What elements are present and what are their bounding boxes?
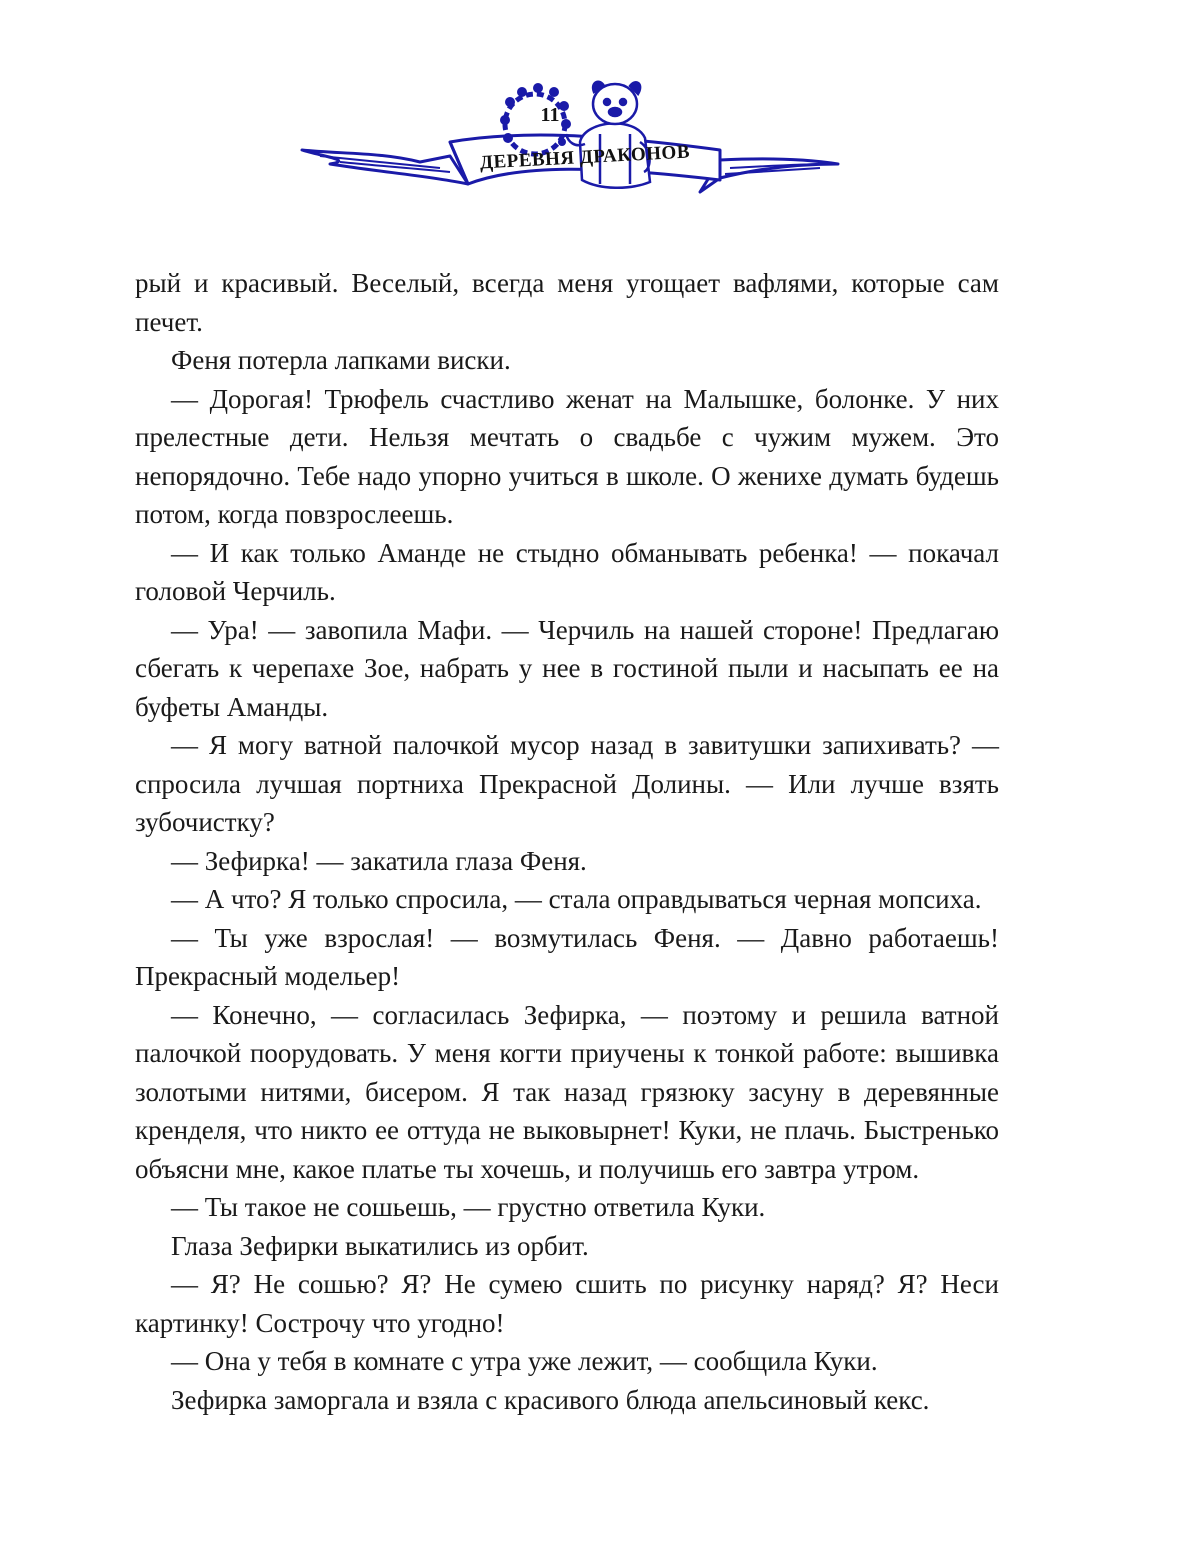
paragraph: Феня потерла лапками виски. [171, 345, 511, 375]
page-number: 11 [540, 104, 560, 126]
paragraph: — Конечно, — согласилась Зефирка, — поэтому и решила ватной палочкой поорудовать. У меня когти приучены к тонкой работе: вышивка золотыми нитями, бисером. Я так назад грязюку засуну в деревянные кренделя, что никто ее оттуда не выковырнет! Куки, не плачь. Быстренько объясни мне, какое платье ты хочешь, и получишь его завтра утром. [135, 999, 999, 1184]
chapter-title: ДЕРЕВНЯ ДРАКОНОВ [479, 141, 691, 174]
paragraph: — И как только Аманде не стыдно обманывать ребенка! — покачал головой Черчиль. [135, 537, 999, 606]
paragraph: Зефирка заморгала и взяла с красивого блюда апельсиновый кекс. [171, 1384, 930, 1415]
paragraph: — Она у тебя в комнате с утра уже лежит, — сообщила Куки. [171, 1346, 878, 1376]
paragraph: — Ты такое не сошьешь, — грустно ответила Куки. [171, 1192, 766, 1222]
paragraph: — Я могу ватной палочкой мусор назад в завитушки запихивать? — спросила лучшая портниха Прекрасной Долины. — Или лучше взять зубочистку? [135, 730, 999, 837]
paragraph: рый и красивый. Веселый, всегда меня угощает вафлями, которые сам печет. [135, 268, 999, 337]
paragraph: Глаза Зефирки выкатились из орбит. [171, 1230, 589, 1261]
paragraph: — Зефирка! — закатила глаза Феня. [171, 845, 587, 876]
paragraph: — Ты уже взрослая! — возмутилась Феня. — Давно работаешь! Прекрасный модельер! [135, 922, 999, 991]
paragraph: — А что? Я только спросила, — стала оправдываться черная мопсиха. [171, 884, 982, 914]
paragraph: — Я? Не сошью? Я? Не сумею сшить по рисунку наряд? Я? Неси картинку! Сострочу что угодно! [135, 1269, 999, 1338]
body-text [135, 264, 999, 1419]
paragraph: — Дорогая! Трюфель счастливо женат на Малышке, болонке. У них прелестные дети. Нельзя мечтать о свадьбе с чужим мужем. Это непорядочно. Тебе надо упорно учиться в школе. О женихе думать будешь потом, когда повзрослеешь. [135, 383, 999, 529]
paragraph: — Ура! — завопила Мафи. — Черчиль на нашей стороне! Предлагаю сбегать к черепахе Зое, набрать у нее в гостиной пыли и насыпать ее на буфеты Аманды. [135, 614, 999, 722]
